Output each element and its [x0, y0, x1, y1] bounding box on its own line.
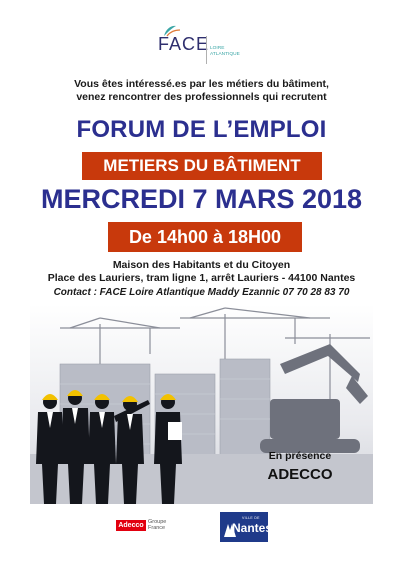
venue-line-1: Maison des Habitants et du Citoyen — [112, 259, 291, 271]
presence-label: En présence — [268, 450, 332, 462]
intro-line-1: Vous êtes intéressé.es par les métiers du bâtiment, — [74, 78, 329, 90]
logo-subtext: LOIRE ATLANTIQUE — [206, 36, 246, 64]
venue-info — [0, 259, 403, 285]
intro-text — [0, 78, 403, 104]
intro-line-2: venez rencontrer des professionnels qui recrutent — [76, 91, 327, 103]
nantes-text: Nantes — [232, 521, 273, 535]
nantes-logo — [220, 512, 273, 542]
adecco-sub-1: Groupe — [148, 519, 167, 525]
event-date: MERCREDI 7 MARS 2018 — [40, 184, 363, 214]
sponsor-name: ADECCO — [267, 466, 333, 483]
adecco-logo — [116, 518, 176, 536]
face-logo — [158, 30, 248, 70]
adecco-sub-2: France — [148, 525, 166, 531]
time-banner: De 14h00 à 18H00 — [108, 222, 302, 252]
logo-text: FACE — [158, 34, 210, 54]
nantes-small-text: VILLE DE — [242, 516, 260, 520]
contact-line: Contact : FACE Loire Atlantique Maddy Ezannic 07 70 28 83 70 — [53, 287, 350, 298]
venue-line-2: Place des Lauriers, tram ligne 1, arrêt Lauriers - 44100 Nantes — [47, 272, 356, 284]
adecco-mark: Adecco — [116, 520, 146, 531]
subtitle-banner: METIERS DU BÂTIMENT — [82, 152, 322, 180]
page-title: FORUM DE L’EMPLOI — [76, 116, 327, 143]
